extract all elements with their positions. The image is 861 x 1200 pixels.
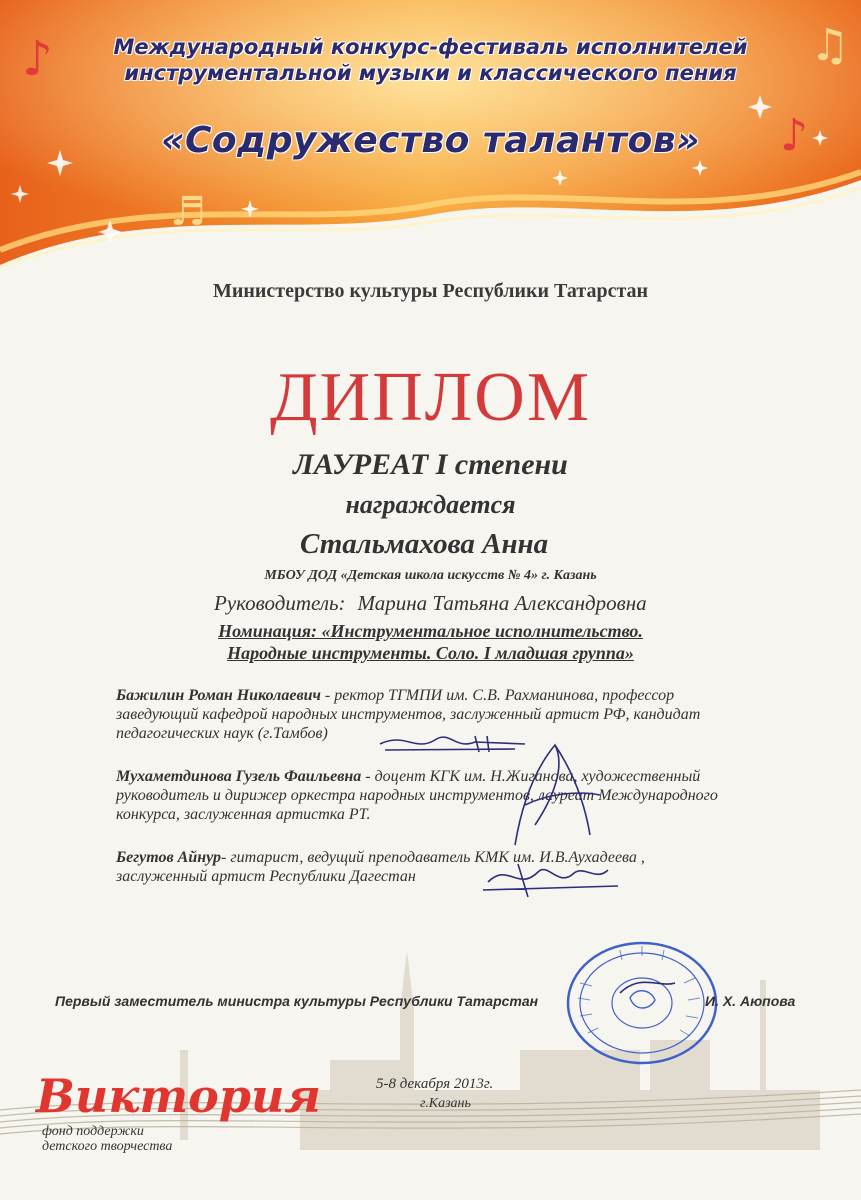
- school-name: МБОУ ДОД «Детская школа искусств № 4» г. Казань: [264, 568, 597, 583]
- svg-text:♬: ♬: [170, 189, 206, 235]
- laureate-degree: ЛАУРЕАТ I степени: [293, 448, 568, 481]
- jury-member-desc: конкурса, заслуженная артистка РТ.: [116, 806, 371, 823]
- contest-title-line1: Международный конкурс-фестиваль исполнителей: [113, 35, 748, 59]
- recipient-name: Стальмахова Анна: [300, 528, 549, 560]
- deputy-title: Первый заместитель министра культуры Республики Татарстан: [55, 993, 539, 1009]
- diploma-title: ДИПЛОМ: [269, 359, 592, 436]
- nomination-line2: Народные инструменты. Соло. I младшая группа»: [227, 643, 634, 663]
- jury-member-desc: заведующий кафедрой народных инструментов, заслуженный артист РФ, кандидат: [116, 706, 701, 723]
- jury-member-desc: педагогических наук (г.Тамбов): [116, 725, 328, 742]
- jury-member: [116, 767, 806, 824]
- jury-member-name: Бажилин Роман Николаевич: [116, 687, 321, 704]
- signature-3-icon: [478, 852, 628, 902]
- jury-member-desc: руководитель и дирижер оркестра народных инструментов, лауреат Международного: [116, 787, 718, 804]
- leader-label: Руководитель:: [214, 591, 346, 615]
- jury-member-desc: - доцент КГК им. Н.Жиганова, художественный: [361, 768, 701, 785]
- contest-title: [0, 34, 861, 86]
- event-city: г.Казань: [420, 1096, 471, 1111]
- nomination-line1: Номинация: «Инструментальное исполнительство.: [218, 621, 643, 641]
- foundation-logo-icon: [30, 1064, 322, 1124]
- event-date: 5-8 декабря 2013г.: [376, 1076, 494, 1092]
- deputy-signature-line: [55, 993, 815, 1009]
- foundation-caption: [42, 1124, 172, 1154]
- leader-line: [214, 591, 659, 616]
- contest-title-line2: инструментальной музыки и классического пения: [124, 61, 737, 85]
- jury-member-name: Мухаметдинова Гузель Фаильевна: [116, 768, 362, 785]
- svg-text:♫: ♫: [810, 20, 850, 71]
- awarded-label: награждается: [345, 490, 516, 519]
- jury-member-desc: - ректор ТГМПИ им. С.В. Рахманинова, профессор: [320, 687, 675, 704]
- jury-member: [116, 848, 806, 886]
- nomination: [0, 620, 861, 664]
- ministry-name: Министерство культуры Республики Татарстан: [212, 280, 649, 302]
- jury-member-desc: - гитарист, ведущий преподаватель КМК им. И.В.Аухадеева ,: [221, 849, 645, 866]
- jury-member-desc: заслуженный артист Республики Дагестан: [116, 868, 416, 885]
- svg-text:♪: ♪: [780, 110, 809, 161]
- foundation-caption-line2: детского творчества: [42, 1139, 173, 1154]
- svg-text:♪: ♪: [22, 31, 53, 87]
- foundation-logo-text: Виктория: [36, 1069, 322, 1123]
- deputy-name: И. Х. Аюпова: [705, 993, 796, 1009]
- contest-name: «Содружество талантов»: [161, 120, 700, 161]
- leader-name: Марина Татьяна Александровна: [357, 591, 647, 615]
- jury-member-name: Бегутов Айнур: [116, 849, 221, 866]
- foundation-caption-line1: фонд поддержки: [42, 1124, 144, 1139]
- signature-2-icon: [495, 735, 615, 850]
